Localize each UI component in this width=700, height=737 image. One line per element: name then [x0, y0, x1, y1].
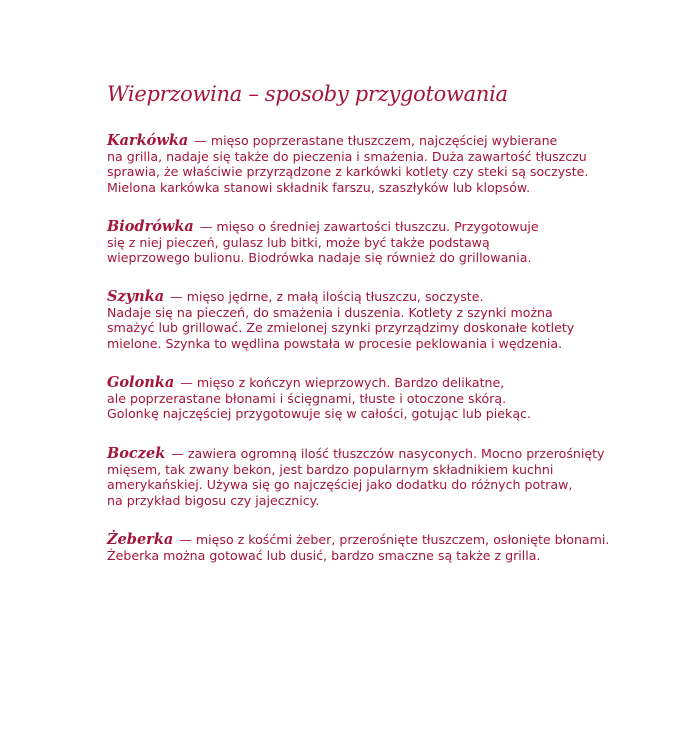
entry-term: Karkówka [107, 132, 189, 149]
entry-text-line: Mielona karkówka stanowi składnik farszu, szaszłyków lub klopsów. [107, 179, 531, 195]
entry-text-line: Golonkę najczęściej przygotowuje się w całości, gotując lub piekąc. [107, 406, 531, 422]
entry-zeberka [107, 531, 610, 563]
entry-first-line [107, 375, 597, 391]
entry-first-line [107, 133, 597, 149]
entry-text-line: Nadaje się na pieczeń, do smażenia i duszenia. Kotlety z szynki można [107, 304, 553, 320]
entry-text-line: — mięso z kończyn wieprzowych. Bardzo delikatne, [180, 375, 505, 390]
entry-biodrowka [107, 219, 597, 266]
entry-karkowka [107, 133, 597, 195]
entry-text-line: — mięso jędrne, z małą ilością tłuszczu, soczyste. [170, 289, 484, 304]
entry-term: Golonka [107, 374, 175, 391]
entry-text-line: na przykład bigosu czy jajecznicy. [107, 492, 320, 508]
entry-szynka [107, 289, 597, 351]
entry-first-line [107, 289, 597, 305]
entry-text-line: — mięso poprzerastane tłuszczem, najczęściej wybierane [194, 133, 558, 148]
entry-text-line: amerykańskiej. Używa się go najczęściej jako dodatku do różnych potraw, [107, 477, 573, 493]
entry-text-line: wieprzowego bulionu. Biodrówka nadaje się również do grillowania. [107, 250, 532, 266]
entry-first-line [107, 445, 605, 462]
entry-text-line: Żeberka można gotować lub dusić, bardzo smaczne są także z grilla. [107, 547, 541, 563]
entry-term: Żeberka [107, 531, 174, 548]
entry-text-line: — mięso o średniej zawartości tłuszczu. Przygotowuje [199, 219, 539, 234]
entry-text-line: smażyć lub grillować. Ze zmielonej szynki przyrządzimy doskonałe kotlety [107, 320, 575, 336]
entry-golonka [107, 375, 597, 422]
page-title: Wieprzowina – sposoby przygotowania [107, 82, 508, 106]
entry-text-line: mięsem, tak zwany bekon, jest bardzo popularnym składnikiem kuchni [107, 461, 554, 477]
entry-term: Szynka [107, 288, 165, 305]
entry-boczek [107, 445, 605, 508]
entry-text-line: na grilla, nadaje się także do pieczenia i smażenia. Duża zawartość tłuszczu [107, 148, 587, 164]
entry-text-line: się z niej pieczeń, gulasz lub bitki, może być także podstawą [107, 234, 490, 250]
entry-text-line: — mięso z kośćmi żeber, przerośnięte tłuszczem, osłonięte błonami. [179, 532, 610, 547]
entry-text-line: ale poprzerastane błonami i ścięgnami, tłuste i otoczone skórą. [107, 390, 507, 406]
entry-term: Biodrówka [107, 218, 194, 235]
entry-first-line [107, 219, 597, 235]
entry-term: Boczek [107, 445, 166, 462]
entry-text-line: sprawia, że właściwie przyrządzone z karkówki kotlety czy steki są soczyste. [107, 164, 589, 180]
entry-text-line: mielone. Szynka to wędlina powstała w procesie peklowania i wędzenia. [107, 335, 563, 351]
entry-text-line: — zawiera ogromną ilość tłuszczów nasyconych. Mocno przerośnięty [171, 446, 605, 461]
entry-first-line [107, 531, 610, 548]
